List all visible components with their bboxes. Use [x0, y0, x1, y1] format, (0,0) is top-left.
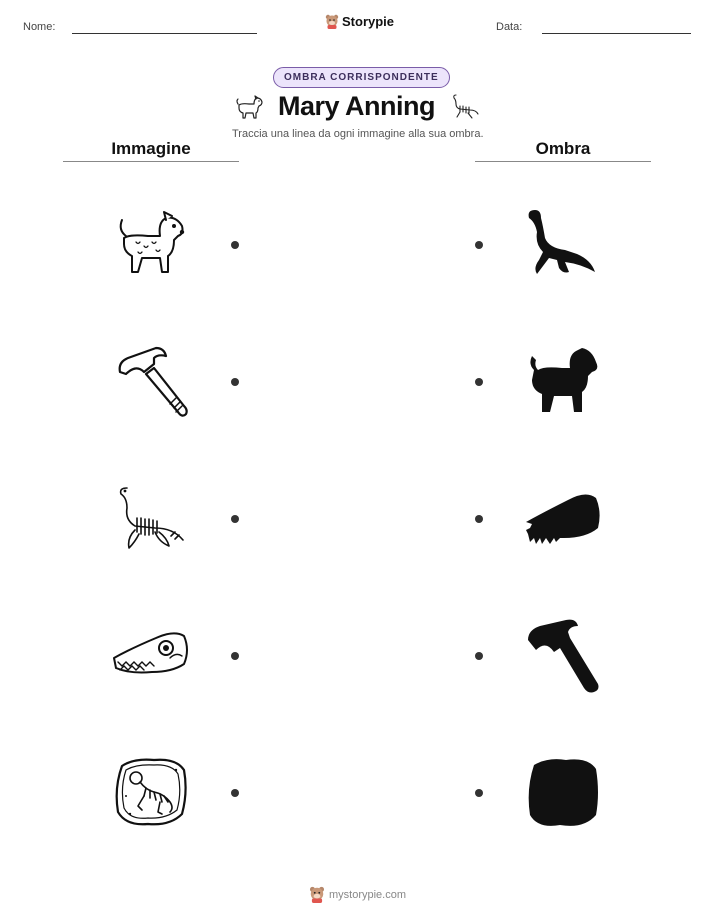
hammer-shadow-icon	[526, 618, 602, 694]
hammer-icon	[114, 346, 188, 420]
left-connection-dot-3[interactable]	[231, 515, 239, 523]
right-column-header: Ombra	[535, 139, 591, 158]
left-connection-dot-5[interactable]	[231, 789, 239, 797]
stone-shadow-icon	[526, 757, 600, 829]
footer	[309, 886, 406, 903]
worksheet-badge: OMBRA CORRISPONDENTE	[273, 67, 450, 88]
instructions-text: Traccia una linea da ogni immagine alla sua ombra.	[232, 128, 484, 140]
bear-mascot-icon	[309, 886, 325, 903]
dog-icon	[112, 208, 188, 280]
right-connection-dot-4[interactable]	[475, 652, 483, 660]
right-connection-dot-5[interactable]	[475, 789, 483, 797]
fossil-skull-icon	[112, 624, 190, 686]
date-label: Data:	[496, 21, 523, 33]
footer-site-link[interactable]: mystorypie.com	[329, 888, 407, 901]
left-column-header: Immagine	[111, 139, 191, 158]
fossil-stone-icon	[114, 756, 188, 828]
right-column-rule	[475, 161, 651, 162]
plesiosaur-skeleton-icon	[450, 92, 480, 120]
right-connection-dot-2[interactable]	[475, 378, 483, 386]
name-field[interactable]	[72, 33, 257, 34]
page-title: Mary Anning	[278, 91, 436, 121]
left-connection-dot-4[interactable]	[231, 652, 239, 660]
skull-shadow-icon	[524, 488, 602, 550]
dog-icon	[234, 94, 264, 120]
dog-shadow-icon	[526, 346, 600, 416]
right-connection-dot-1[interactable]	[475, 241, 483, 249]
plesiosaur-skeleton-icon	[115, 484, 187, 556]
name-label: Nome:	[23, 21, 56, 33]
right-connection-dot-3[interactable]	[475, 515, 483, 523]
date-field[interactable]	[542, 33, 691, 34]
left-connection-dot-1[interactable]	[231, 241, 239, 249]
bear-mascot-icon	[325, 14, 339, 29]
brand-name: Storypie	[342, 14, 395, 29]
brand-logo	[325, 14, 394, 29]
plesiosaur-shadow-icon	[525, 208, 599, 280]
left-column-rule	[63, 161, 239, 162]
left-connection-dot-2[interactable]	[231, 378, 239, 386]
